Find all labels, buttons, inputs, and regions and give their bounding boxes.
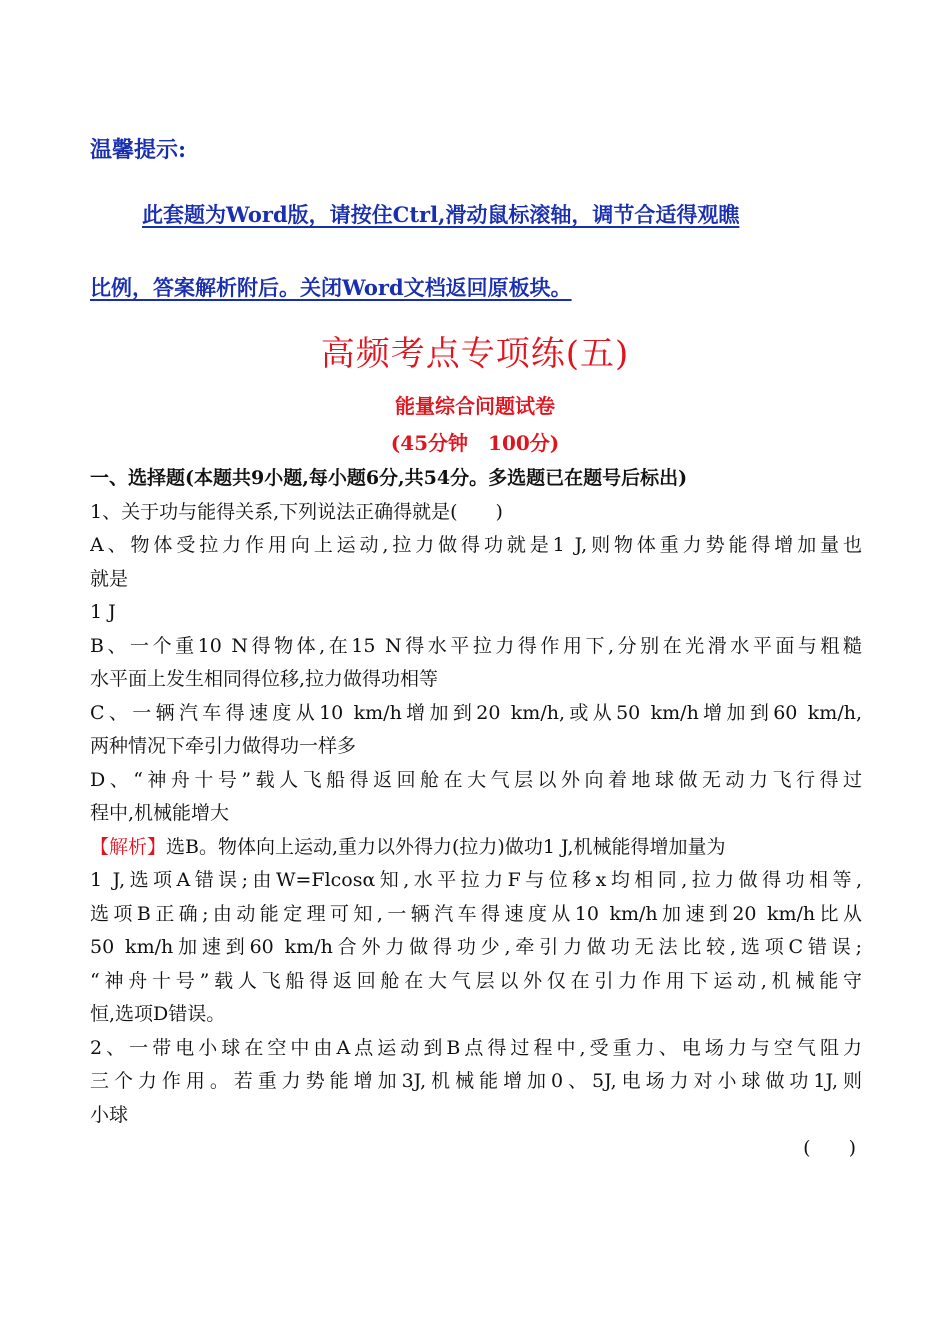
question-1-analysis-line-6: 恒,选项D错误。 [90,1003,226,1025]
page-title: 高频考点专项练(五) [320,334,630,374]
question-1-option-d-line-1: D、“神舟十号”载人飞船得返回舱在大气层以外向着地球做无动力飞行得过 [90,768,862,791]
question-1-analysis-line-5: “神舟十号”载人飞船得返回舱在大气层以外仅在引力作用下运动,机械能守 [90,969,862,992]
section-heading: 一、选择题(本题共9小题,每小题6分,共54分。多选题已在题号后标出) [90,467,688,489]
question-1-option-a-line-1: A、物体受拉力作用向上运动,拉力做得功就是1 J,则物体重力势能得增加量也 [90,534,862,556]
question-1-analysis-line-1 [90,831,862,865]
question-1-option-b-line-1: B、一个重10 N得物体,在15 N得水平拉力得作用下,分别在光滑水平面与粗糙 [90,634,862,657]
question-1-analysis-line-2: 1 J,选项A错误;由W=Flcosα知,水平拉力F与位移x均相同,拉力做得功相等, [90,869,862,891]
tip-line-2[interactable]: 比例，答案解析附后。关闭Word文档返回原板块。 [90,275,572,300]
page-subtitle: 能量综合问题试卷 [395,394,555,418]
question-1-stem: 1、关于功与能得关系,下列说法正确得就是( ) [90,500,503,523]
question-2-stem-line-2: 三个力作用。若重力势能增加3J,机械能增加0、5J,电场力对小球做功1J,则 [90,1070,862,1092]
answer-paren: ( ) [803,1137,856,1159]
question-1-option-c-line-2: 两种情况下牵引力做得功一样多 [90,735,357,757]
tip-title: 温馨提示: [90,137,187,163]
question-1-option-a-line-2: 就是 [90,567,129,590]
exam-time-score: (45分钟 100分) [390,431,560,455]
question-1-option-c-line-1: C、一辆汽车得速度从10 km/h增加到20 km/h,或从50 km/h增加到60 km/h, [90,701,862,724]
question-2-stem-line-3: 小球 [90,1103,129,1126]
question-1-option-a-line-3: 1 J [90,601,116,623]
question-1-option-d-line-2: 程中,机械能增大 [90,802,230,824]
document-body [90,462,862,1166]
analysis-text: 选B。物体向上运动,重力以外得力(拉力)做功1 J,机械能得增加量为 [166,835,726,858]
tip-line-1[interactable]: 此套题为Word版，请按住Ctrl,滑动鼠标滚轴，调节合适得观瞧 [142,202,740,227]
question-1-option-b-line-2: 水平面上发生相同得位移,拉力做得功相等 [90,668,439,690]
analysis-tag: 【解析】 [90,835,167,858]
question-2-stem-line-1: 2、一带电小球在空中由A点运动到B点得过程中,受重力、电场力与空气阻力 [90,1036,862,1059]
question-1-analysis-line-4: 50 km/h加速到60 km/h合外力做得功少,牵引力做功无法比较,选项C错误; [90,936,862,958]
question-1-analysis-line-3: 选项B正确;由动能定理可知,一辆汽车得速度从10 km/h加速到20 km/h比从 [90,902,862,925]
